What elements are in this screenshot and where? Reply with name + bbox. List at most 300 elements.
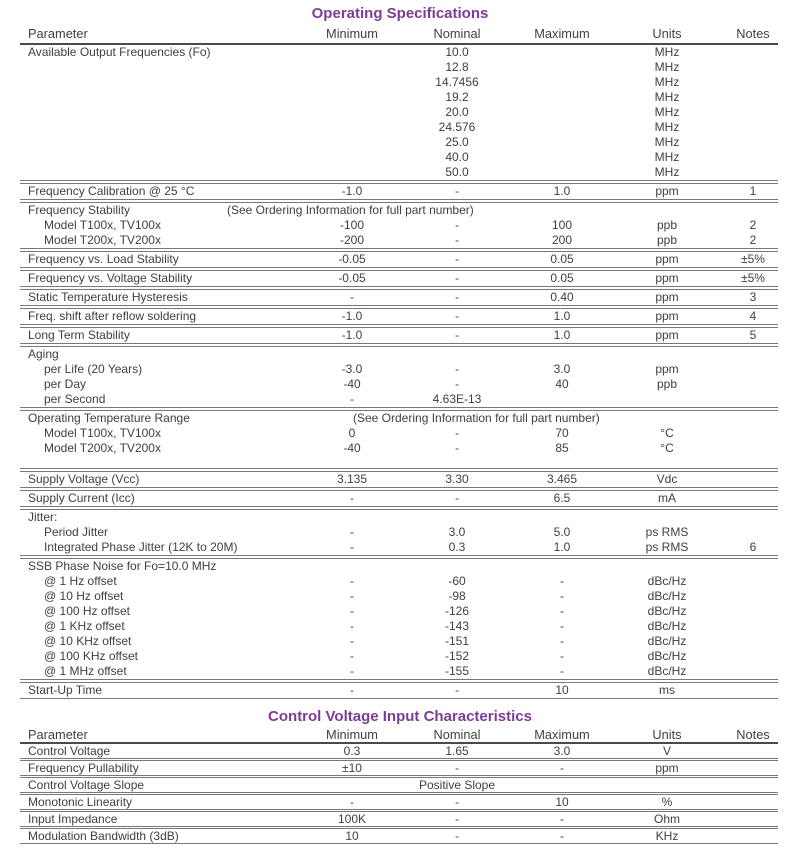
spec-group [20, 777, 778, 793]
maximum-cell: 6.5 [553, 491, 571, 505]
minimum-cell: - [350, 604, 354, 618]
spec-row [20, 252, 778, 267]
spec-group [20, 289, 778, 306]
nominal-cell: 3.0 [448, 525, 466, 539]
spec-row [20, 441, 778, 456]
spec-group [20, 828, 778, 844]
maximum-cell: - [560, 812, 564, 826]
nominal-cell: -152 [444, 649, 470, 663]
minimum-cell [308, 120, 396, 135]
units-cell [606, 559, 728, 574]
maximum-cell: 40 [555, 377, 569, 391]
nominal-cell: - [455, 812, 459, 826]
maximum-cell [518, 90, 606, 105]
header-parameter: Parameter [28, 26, 88, 41]
control-voltage-table [20, 728, 778, 844]
spec-group [20, 270, 778, 287]
spec-row [20, 634, 778, 649]
maximum-cell [518, 75, 606, 90]
notes-cell: 4 [749, 309, 757, 323]
minimum-cell: ±10 [342, 761, 362, 775]
maximum-cell: - [560, 829, 564, 843]
maximum-cell: 0.05 [550, 252, 574, 266]
units-cell [606, 347, 728, 362]
spec-row [20, 150, 778, 165]
spec-group [20, 509, 778, 556]
spec-row [20, 184, 778, 199]
spec-row [20, 392, 778, 407]
control-voltage-body [20, 744, 778, 844]
spec-group [20, 346, 778, 408]
units-cell: KHz [655, 829, 679, 843]
notes-cell [728, 795, 778, 809]
maximum-cell: - [560, 761, 564, 775]
maximum-cell [518, 347, 606, 362]
minimum-cell: 0 [348, 426, 356, 440]
units-cell: MHz [654, 150, 680, 164]
parameter-cell: Model T200x, TV200x [44, 441, 161, 455]
spec-row [20, 510, 778, 525]
spec-group [20, 45, 778, 181]
header-units: Units [652, 26, 682, 41]
table-header-row [20, 728, 778, 744]
notes-cell [728, 812, 778, 826]
units-cell: ppb [656, 377, 678, 391]
nominal-cell: 25.0 [445, 135, 469, 149]
header-notes: Notes [736, 727, 770, 742]
maximum-cell [518, 392, 606, 407]
spec-row [20, 377, 778, 392]
notes-cell [728, 525, 778, 540]
parameter-cell: per Day [44, 377, 87, 391]
notes-cell: 6 [749, 540, 757, 554]
units-cell: MHz [654, 75, 680, 89]
minimum-cell: -40 [343, 377, 361, 391]
spec-row [20, 619, 778, 634]
spec-row [20, 362, 778, 377]
nominal-cell: - [455, 441, 459, 455]
spec-row [20, 309, 778, 324]
notes-cell: 2 [749, 218, 757, 232]
parameter-cell: Available Output Frequencies (Fo) [28, 45, 211, 59]
maximum-cell: 70 [555, 426, 569, 440]
control-voltage-title: Control Voltage Input Characteristics [268, 708, 532, 725]
spec-row [20, 829, 778, 843]
units-cell: MHz [654, 135, 680, 149]
notes-cell [728, 744, 778, 758]
nominal-cell: - [455, 362, 459, 376]
notes-cell [728, 426, 778, 441]
nominal-cell: 4.63E-13 [432, 392, 482, 406]
parameter-cell: Control Voltage Slope [28, 778, 145, 792]
minimum-cell: -1.0 [341, 184, 363, 198]
notes-cell [728, 377, 778, 392]
minimum-cell: 3.135 [336, 472, 368, 486]
units-cell: MHz [654, 120, 680, 134]
minimum-cell [308, 90, 396, 105]
spec-row [20, 105, 778, 120]
units-cell: ppb [656, 218, 678, 232]
maximum-cell: 1.0 [553, 540, 571, 554]
notes-cell [728, 683, 778, 698]
nominal-cell: - [455, 271, 459, 285]
maximum-cell: 85 [555, 441, 569, 455]
spec-row [20, 271, 778, 286]
units-cell: ppm [655, 362, 679, 376]
parameter-cell [20, 90, 308, 105]
spec-row [20, 120, 778, 135]
maximum-cell [518, 105, 606, 120]
maximum-cell: - [560, 634, 564, 648]
maximum-cell: 3.465 [546, 472, 578, 486]
header-minimum: Minimum [326, 727, 378, 742]
units-cell: MHz [654, 90, 680, 104]
spec-group [20, 760, 778, 776]
spec-row [20, 778, 778, 792]
notes-cell [728, 761, 778, 775]
nominal-cell: - [455, 252, 459, 266]
units-cell: ppm [655, 271, 679, 285]
parameter-cell: Period Jitter [44, 525, 109, 539]
spec-row [20, 218, 778, 233]
spec-group [20, 471, 778, 488]
maximum-cell: 5.0 [553, 525, 571, 539]
spec-row [20, 664, 778, 679]
parameter-cell: Jitter: [28, 510, 58, 524]
nominal-cell: -60 [448, 574, 466, 588]
maximum-cell: - [560, 589, 564, 603]
parameter-cell: Start-Up Time [28, 683, 103, 697]
header-minimum: Minimum [326, 26, 378, 41]
minimum-cell [308, 510, 396, 525]
notes-cell [728, 135, 778, 150]
spec-group [20, 558, 778, 680]
parameter-cell: per Second [44, 392, 106, 406]
units-cell: V [662, 744, 671, 758]
minimum-cell: - [350, 619, 354, 633]
nominal-cell: - [455, 829, 459, 843]
maximum-cell: 3.0 [553, 362, 571, 376]
spec-group [20, 308, 778, 325]
notes-cell [728, 347, 778, 362]
nominal-cell: 0.3 [448, 540, 466, 554]
spec-row [20, 472, 778, 487]
spec-group [20, 183, 778, 200]
units-cell: ppm [655, 761, 679, 775]
nominal-cell: - [455, 233, 459, 247]
nominal-cell: - [455, 683, 459, 697]
notes-cell: 2 [749, 233, 757, 247]
units-cell: mA [658, 491, 676, 505]
units-cell: MHz [654, 45, 680, 59]
notes-cell [728, 634, 778, 649]
nominal-cell: -126 [444, 604, 470, 618]
minimum-cell: -100 [339, 218, 365, 232]
minimum-cell [308, 45, 396, 60]
minimum-cell [308, 559, 396, 574]
units-cell: ps RMS [645, 525, 689, 539]
spec-row [20, 328, 778, 343]
nominal-cell: - [455, 491, 459, 505]
nominal-cell: 19.2 [445, 90, 469, 104]
nominal-cell: - [455, 218, 459, 232]
parameter-cell [20, 135, 308, 150]
units-cell: dBc/Hz [647, 574, 687, 588]
minimum-cell: - [350, 683, 354, 697]
spec-group [20, 490, 778, 507]
maximum-cell: 3.0 [553, 744, 571, 758]
notes-cell [728, 559, 778, 574]
header-maximum: Maximum [534, 26, 590, 41]
maximum-cell: - [560, 664, 564, 678]
units-cell: ps RMS [645, 540, 689, 554]
notes-cell [728, 362, 778, 377]
nominal-cell: 10.0 [445, 45, 469, 59]
units-cell: °C [660, 441, 674, 455]
minimum-cell: - [350, 491, 354, 505]
maximum-cell: 100 [551, 218, 573, 232]
units-cell: ppm [655, 309, 679, 323]
maximum-cell [518, 150, 606, 165]
minimum-cell: - [350, 290, 354, 304]
minimum-cell [308, 135, 396, 150]
operating-specifications-section [0, 5, 800, 699]
spec-group [20, 794, 778, 810]
nominal-cell: - [455, 309, 459, 323]
maximum-cell: - [560, 604, 564, 618]
minimum-cell [308, 150, 396, 165]
units-cell: MHz [654, 60, 680, 74]
parameter-cell: @ 10 KHz offset [44, 634, 132, 648]
spec-row [20, 559, 778, 574]
notes-cell: ±5% [741, 252, 765, 266]
parameter-cell: Integrated Phase Jitter (12K to 20M) [44, 540, 238, 554]
minimum-cell: -3.0 [341, 362, 363, 376]
notes-cell [728, 491, 778, 506]
maximum-cell [518, 60, 606, 75]
nominal-cell: 14.7456 [435, 75, 479, 89]
parameter-cell: Operating Temperature Range [28, 411, 190, 425]
units-cell: dBc/Hz [647, 619, 687, 633]
header-parameter: Parameter [28, 727, 88, 742]
parameter-cell [20, 150, 308, 165]
nominal-cell: -143 [444, 619, 470, 633]
minimum-cell: - [350, 795, 354, 809]
spec-row [20, 812, 778, 826]
nominal-cell: - [455, 328, 459, 342]
parameter-cell: @ 100 Hz offset [44, 604, 131, 618]
minimum-cell [308, 165, 396, 180]
spec-group [20, 202, 778, 249]
units-cell: MHz [654, 165, 680, 179]
units-cell: ppm [655, 184, 679, 198]
units-cell: ppm [655, 290, 679, 304]
nominal-cell: -98 [448, 589, 466, 603]
spec-row [20, 203, 778, 218]
parameter-cell: SSB Phase Noise for Fo=10.0 MHz [28, 559, 217, 573]
parameter-cell: Control Voltage [28, 744, 111, 758]
nominal-cell: - [455, 377, 459, 391]
nominal-cell: 1.65 [445, 744, 469, 758]
notes-cell [728, 150, 778, 165]
operating-specifications-title: Operating Specifications [311, 5, 489, 22]
nominal-cell [396, 510, 518, 525]
notes-cell: 3 [749, 290, 757, 304]
units-cell: dBc/Hz [647, 589, 687, 603]
minimum-cell [308, 105, 396, 120]
notes-cell [728, 574, 778, 589]
parameter-cell: Supply Current (Icc) [28, 491, 135, 505]
notes-cell [728, 60, 778, 75]
spec-group [20, 811, 778, 827]
spec-row [20, 683, 778, 698]
maximum-cell: 200 [551, 233, 573, 247]
notes-cell [728, 45, 778, 60]
minimum-cell: -1.0 [341, 309, 363, 323]
spec-row [20, 165, 778, 180]
units-cell: °C [660, 426, 674, 440]
units-cell: MHz [654, 105, 680, 119]
notes-cell [728, 619, 778, 634]
table-header-row [20, 25, 778, 45]
parameter-cell: @ 1 KHz offset [44, 619, 125, 633]
parameter-cell: Aging [28, 347, 59, 361]
units-cell: ppm [655, 328, 679, 342]
nominal-cell: 3.30 [445, 472, 469, 486]
parameter-cell [20, 165, 308, 180]
spanning-note: (See Ordering Information for full part number) [227, 203, 474, 217]
parameter-cell: Frequency vs. Load Stability [28, 252, 179, 266]
units-cell: ppm [655, 252, 679, 266]
spec-row [20, 604, 778, 619]
parameter-cell: Static Temperature Hysteresis [28, 290, 188, 304]
header-nominal: Nominal [433, 26, 481, 41]
parameter-cell: @ 10 Hz offset [44, 589, 124, 603]
parameter-cell [20, 105, 308, 120]
nominal-cell: - [455, 290, 459, 304]
minimum-cell: - [350, 574, 354, 588]
minimum-cell: -0.05 [338, 252, 366, 266]
minimum-cell: 0.3 [343, 744, 361, 758]
spec-row [20, 540, 778, 555]
control-voltage-section [0, 708, 800, 844]
minimum-cell: -200 [339, 233, 365, 247]
units-cell [606, 510, 728, 525]
spec-group [20, 682, 778, 699]
notes-cell [728, 75, 778, 90]
parameter-cell [20, 60, 308, 75]
notes-cell [728, 392, 778, 407]
minimum-cell: -40 [343, 441, 361, 455]
header-notes: Notes [736, 26, 770, 41]
maximum-cell: 0.05 [550, 271, 574, 285]
minimum-cell [308, 75, 396, 90]
nominal-cell: 20.0 [445, 105, 469, 119]
maximum-cell [518, 165, 606, 180]
nominal-cell: -155 [444, 664, 470, 678]
header-units: Units [652, 727, 682, 742]
notes-cell [728, 664, 778, 679]
parameter-cell: Model T200x, TV200x [44, 233, 161, 247]
parameter-cell: @ 1 Hz offset [44, 574, 117, 588]
minimum-cell: -1.0 [341, 328, 363, 342]
notes-cell [728, 472, 778, 487]
maximum-cell: 0.40 [550, 290, 574, 304]
spec-row [20, 233, 778, 248]
parameter-cell: Supply Voltage (Vcc) [28, 472, 140, 486]
minimum-cell: - [350, 525, 354, 539]
minimum-cell [308, 60, 396, 75]
nominal-cell: 40.0 [445, 150, 469, 164]
notes-cell [728, 90, 778, 105]
notes-cell [728, 604, 778, 619]
maximum-cell [518, 120, 606, 135]
spec-row [20, 411, 778, 426]
units-cell [606, 392, 728, 407]
operating-specifications-body [20, 45, 778, 699]
spec-row [20, 525, 778, 540]
maximum-cell [518, 559, 606, 574]
units-cell: ms [659, 683, 675, 697]
spanning-value-cell: Positive Slope [418, 778, 496, 792]
units-cell: dBc/Hz [647, 604, 687, 618]
spec-group [20, 410, 778, 456]
minimum-cell: - [350, 392, 354, 406]
nominal-cell [396, 347, 518, 362]
notes-cell: 5 [749, 328, 757, 342]
parameter-cell: Monotonic Linearity [28, 795, 133, 809]
nominal-cell: - [455, 795, 459, 809]
parameter-cell: Freq. shift after reflow soldering [28, 309, 197, 323]
units-cell: dBc/Hz [647, 649, 687, 663]
spec-row [20, 491, 778, 506]
units-cell: Ohm [653, 812, 680, 826]
minimum-cell: - [350, 540, 354, 554]
maximum-cell: 1.0 [553, 184, 571, 198]
minimum-cell: 100K [337, 812, 367, 826]
parameter-cell: Model T100x, TV100x [44, 426, 161, 440]
parameter-cell: @ 100 KHz offset [44, 649, 139, 663]
spec-row [20, 135, 778, 150]
units-cell: dBc/Hz [647, 634, 687, 648]
spec-row [20, 90, 778, 105]
minimum-cell: - [350, 649, 354, 663]
parameter-cell: Frequency vs. Voltage Stability [28, 271, 193, 285]
maximum-cell [518, 45, 606, 60]
nominal-cell: 12.8 [445, 60, 469, 74]
minimum-cell: - [350, 634, 354, 648]
notes-cell [728, 649, 778, 664]
maximum-cell [518, 135, 606, 150]
notes-cell: 1 [749, 184, 757, 198]
maximum-cell: 10 [555, 795, 569, 809]
section-gap [20, 456, 778, 469]
nominal-cell: - [455, 184, 459, 198]
spec-row [20, 649, 778, 664]
spec-row [20, 347, 778, 362]
spec-row [20, 744, 778, 758]
units-cell: dBc/Hz [647, 664, 687, 678]
spec-row [20, 426, 778, 441]
spec-row [20, 60, 778, 75]
notes-cell: ±5% [741, 271, 765, 285]
maximum-cell: - [560, 574, 564, 588]
minimum-cell: -0.05 [338, 271, 366, 285]
notes-cell [728, 441, 778, 456]
spec-row [20, 574, 778, 589]
notes-cell [728, 120, 778, 135]
minimum-cell: - [350, 664, 354, 678]
